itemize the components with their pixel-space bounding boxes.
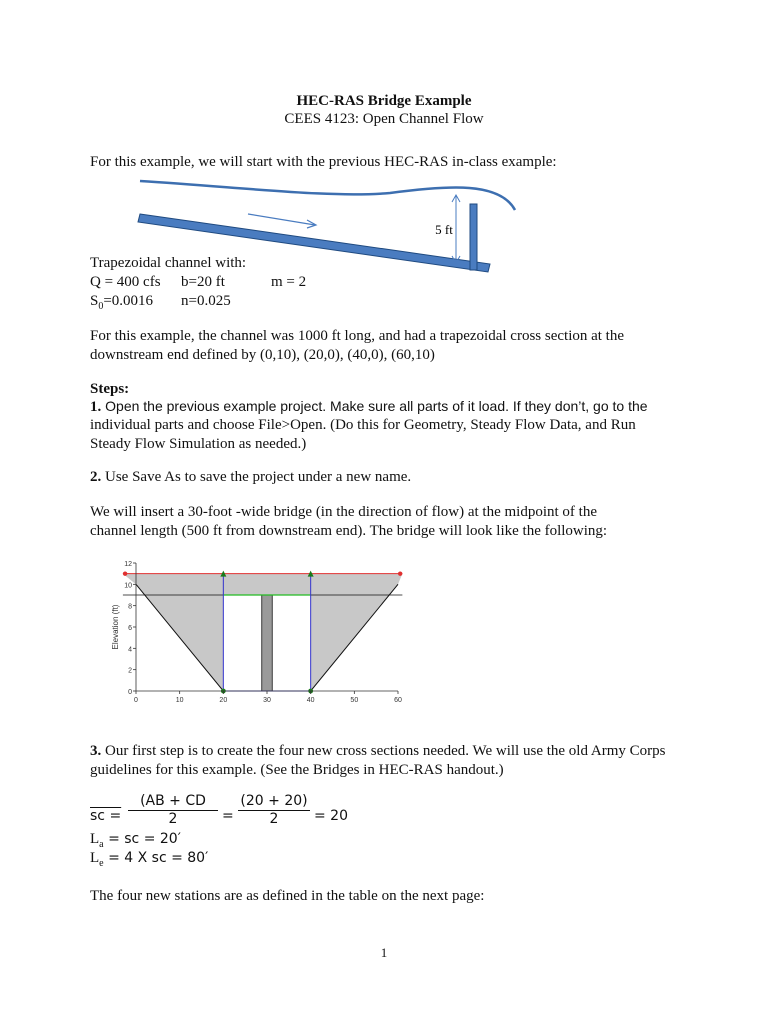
document-title: HEC-RAS Bridge Example [296,93,472,109]
eq-fraction-2: (20 + 20) 2 [238,793,310,827]
x-tick-label: 50 [350,697,359,704]
step2-text: 2. Use Save As to save the project under a new name. [90,469,412,485]
param-s0: $S_0=0.0016$ [90,293,154,312]
param-q: Q = 400 cfs [90,274,161,290]
page-number: 1 [380,945,388,960]
x-tick-label: 40 [306,697,315,704]
depth-label: 5 ft [435,222,453,237]
bridge-pier [262,595,272,691]
y-axis-label: Elevation (ft) [111,604,120,650]
eq-fraction-1: (AB + CD 2 [128,793,218,827]
eq-lhs: sc = [90,808,122,824]
water-surface-line [140,181,515,210]
document-subtitle: CEES 4123: Open Channel Flow [284,111,484,127]
para1-line1: For this example, the channel was 1000 ft long, and had a trapezoidal cross section at the [90,328,625,344]
step1-line3: Steady Flow Simulation as needed.) [90,436,307,452]
eq-equals: = [222,808,234,824]
eq-result: = 20 [314,808,348,824]
step3-line2: guidelines for this example. (See the Bridges in HEC-RAS handout.) [90,762,504,778]
y-tick-label: 12 [124,561,132,568]
param-b: b=20 ft [181,274,225,290]
x-tick-label: 60 [394,697,402,704]
y-tick-label: 0 [128,689,132,696]
flow-arrow [248,214,315,225]
x-tick-label: 10 [175,697,184,704]
step1-line1: 1. Open the previous example project. Make sure all parts of it load. If they don’t, go to the [90,398,648,415]
bridge-line1: We will insert a 30-foot -wide bridge (in the direction of flow) at the midpoint of the [90,504,597,520]
le-equation: $L_e = 4$ X sc = 80′ [90,850,209,869]
intro-text: For this example, we will start with the previous HEC-RAS in-class example: [90,154,557,170]
gate-structure [470,204,477,270]
deck-end-point-0 [123,571,127,575]
y-tick-label: 10 [124,582,132,590]
y-tick-label: 8 [128,603,132,611]
la-equation: $L_a$ = sc = 20′ [90,831,181,850]
param-n: n=0.025 [181,293,231,309]
right-obstruction-area [311,574,403,691]
bridge-cross-section-chart [88,555,408,715]
steps-heading: Steps: [90,381,130,397]
x-tick-label: 30 [263,697,271,704]
y-tick-label: 2 [128,667,132,675]
bridge-line2: channel length (500 ft from downstream end). The bridge will look like the following: [90,523,608,539]
left-obstruction-area [123,574,223,691]
param-m: m = 2 [271,274,307,290]
deck-end-point-1 [398,571,402,575]
bridge-deck [223,574,310,595]
para1-line2: downstream end defined by (0,10), (20,0), (40,0), (60,10) [90,347,435,363]
x-tick-label: 20 [219,697,228,704]
y-tick-label: 6 [128,625,132,632]
step3-line1: 3. Our first step is to create the four new cross sections needed. We will use the old Army Corps [90,743,666,759]
step1-line2: individual parts and choose File>Open. (Do this for Geometry, Steady Flow Data, and Run [90,417,636,433]
x-tick-label: 0 [134,697,138,704]
closing-text: The four new stations are as defined in the table on the next page: [90,888,485,904]
y-tick-label: 4 [128,646,132,654]
channel-heading: Trapezoidal channel with: [90,255,247,271]
